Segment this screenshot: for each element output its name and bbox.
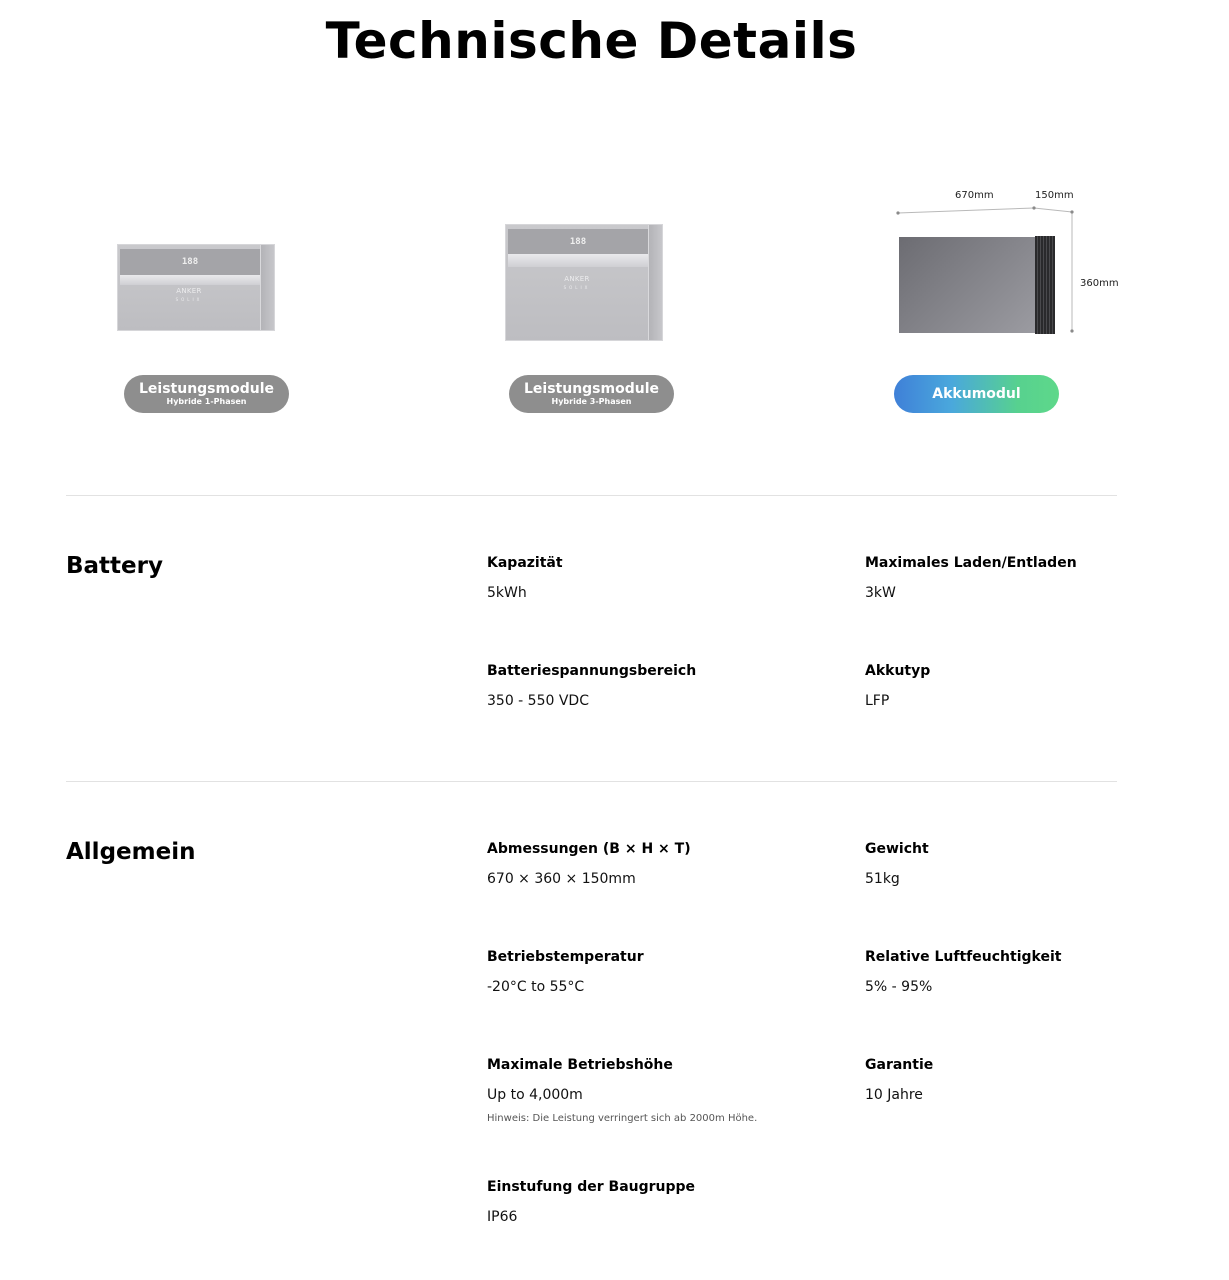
spec-value: -20°C to 55°C: [487, 979, 585, 995]
tab-sublabel: Hybride 1-Phasen: [166, 396, 247, 406]
spec-value: 5% - 95%: [865, 979, 933, 995]
spec-label: Maximale Betriebshöhe: [487, 1057, 673, 1073]
spec-label: Abmessungen (B × H × T): [487, 841, 691, 857]
dimension-depth-label: 150mm: [1035, 190, 1074, 201]
spec-capacity: [487, 554, 817, 602]
spec-label: Batteriespannungsbereich: [487, 663, 697, 679]
section-title-general: Allgemein: [66, 839, 196, 865]
spec-value: 350 - 550 VDC: [487, 693, 589, 709]
brand-logo: ANKER: [176, 287, 202, 295]
spec-value: Up to 4,000m: [487, 1087, 583, 1103]
spec-ip-rating: [487, 1178, 817, 1226]
spec-label: Maximales Laden/Entladen: [865, 555, 1077, 571]
spec-label: Garantie: [865, 1057, 934, 1073]
spec-value: IP66: [487, 1209, 518, 1225]
spec-operating-temperature: [487, 948, 817, 996]
spec-value: 670 × 360 × 150mm: [487, 871, 636, 887]
spec-max-altitude: [487, 1056, 817, 1124]
spec-max-charge: [865, 554, 1195, 602]
spec-label: Akkutyp: [865, 663, 931, 679]
spec-dimensions: [487, 840, 817, 888]
spec-weight: [865, 840, 1195, 888]
tab-label: Akkumodul: [932, 385, 1021, 402]
section-title-battery: Battery: [66, 553, 163, 579]
tab-hybrid-3p[interactable]: [509, 375, 674, 413]
spec-label: Einstufung der Baugruppe: [487, 1179, 696, 1195]
spec-warranty: [865, 1056, 1195, 1104]
section-divider: [66, 781, 1117, 782]
power-module-1p-image: 188 ANKER SOLIX: [117, 244, 275, 331]
spec-note: Hinweis: Die Leistung verringert sich ab 2000m Höhe.: [487, 1113, 758, 1124]
battery-module-image: [899, 237, 1035, 333]
spec-label: Gewicht: [865, 841, 929, 857]
dimension-height-label: 360mm: [1080, 278, 1119, 289]
spec-label: Betriebstemperatur: [487, 949, 644, 965]
tab-battery[interactable]: [894, 375, 1059, 413]
tab-label: Leistungsmodule: [523, 380, 660, 397]
tab-hybrid-1p[interactable]: [124, 375, 289, 413]
battery-module-side: [1035, 236, 1055, 334]
spec-value: LFP: [865, 693, 890, 709]
spec-value: 3kW: [865, 585, 896, 601]
spec-value: 5kWh: [487, 585, 527, 601]
spec-voltage-range: [487, 662, 817, 710]
page-title: Technische Details: [325, 12, 858, 70]
spec-value: 51kg: [865, 871, 900, 887]
power-module-3p-image: 188 ANKER SOLIX: [505, 224, 663, 341]
tab-sublabel: Hybride 3-Phasen: [551, 396, 632, 406]
spec-label: Relative Luftfeuchtigkeit: [865, 949, 1062, 965]
spec-humidity: [865, 948, 1195, 996]
spec-value: 10 Jahre: [865, 1087, 923, 1103]
tab-label: Leistungsmodule: [138, 380, 275, 397]
brand-logo: ANKER: [564, 275, 590, 283]
display-digits: 188: [181, 257, 199, 267]
spec-battery-type: [865, 662, 1195, 710]
display-digits: 188: [569, 237, 587, 247]
dimension-width-label: 670mm: [955, 190, 994, 201]
section-divider: [66, 495, 1117, 496]
spec-label: Kapazität: [487, 555, 563, 571]
